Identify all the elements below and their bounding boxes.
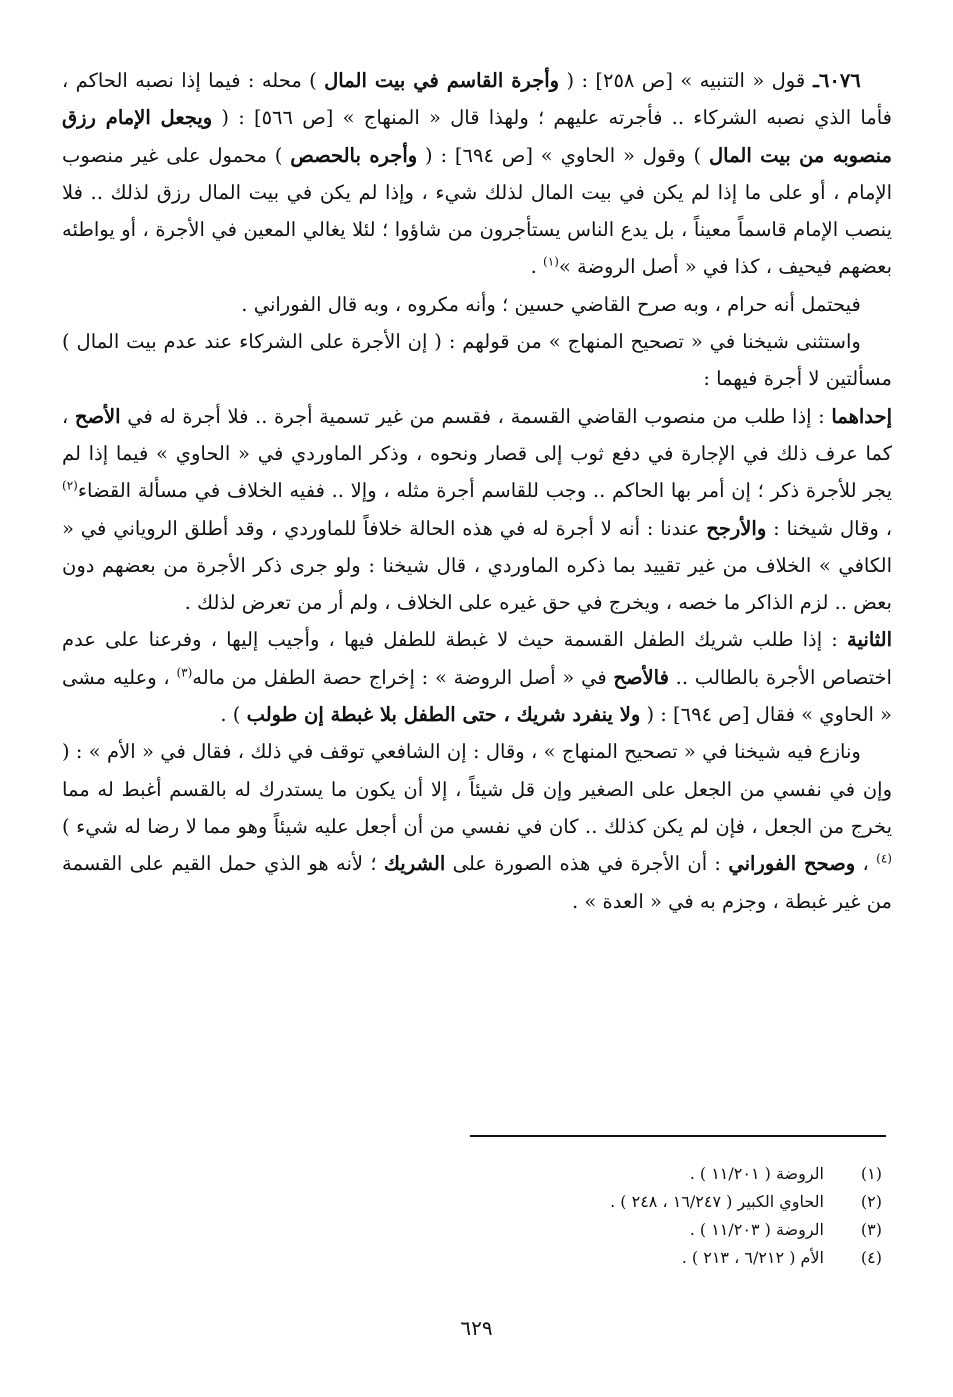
footnote (62, 1160, 892, 1188)
text-segment: ونازع فيه شيخنا في « تصحيح المنهاج » ، وقال : إن الشافعي توقف في ذلك ، فقال في « الأم » : ( وإن في نفسي من الجعل على الصغير وإن قل شيئاً ، إلا أن يكون ما يستدرك له بالقسم أغبط له مما يخرج من الجعل ، فإن لم يكن كذلك .. كان في نفسي من أن أجعل عليه شيئاً وهو مما لا رضا له شيء ) (62, 740, 892, 838)
text-segment: ) . (220, 703, 247, 727)
text-segment: ؛ لأنه هو الذي حمل القيم على القسمة من غير غبطة ، وجزم به في « العدة » . (62, 852, 892, 913)
footnote-text: الروضة ( ١١/٢٠٣ ) . (689, 1220, 824, 1239)
footnote-text: الأم ( ٦/٢١٢ ، ٢١٣ ) . (681, 1248, 824, 1267)
text-segment: ) محله : فيما إذا نصبه الحاكم ، فأما الذي نصبه الشركاء .. فأجرته عليهم ؛ ولهذا قال « المنهاج » [ص ٥٦٦] : ( (62, 69, 892, 130)
paragraph (62, 62, 892, 286)
footnotes (62, 1160, 892, 1272)
bold-text: ولا ينفرد شريك ، حتى الطفل بلا غبطة إن طولب (246, 703, 641, 727)
main-text (62, 62, 892, 920)
footnote-marker: (٢) (62, 478, 78, 493)
bold-text: الثانية (847, 628, 892, 652)
text-segment: ، وقال شيخنا : (766, 516, 892, 540)
text-segment: فيحتمل أنه حرام ، وبه صرح القاضي حسين ؛ وأنه مكروه ، وبه قال الفوراني . (241, 292, 861, 316)
bold-text: إحداهما (831, 404, 892, 428)
footnote (62, 1244, 892, 1272)
footnote-number: (٣) (860, 1220, 882, 1239)
text-segment: ، وعليه مشى « الحاوي » فقال [ص ٦٩٤] : ( (62, 665, 892, 727)
paragraph (62, 733, 892, 919)
bold-text: الشريك (383, 852, 446, 876)
text-segment: ، كما عرف ذلك في الإجارة في دفع ثوب إلى قصار ونحوه ، وذكر الماوردي في « الحاوي » فيما إذا لم يجر للأجرة ذكر ؛ إن أمر بها الحاكم .. وجب للقاسم أجرة مثله ، وإلا .. ففيه الخلاف في مسألة القضاء (62, 404, 892, 503)
text-segment: : إذا طلب شريك الطفل القسمة حيث لا غبطة للطفل فيها ، وأجيب إليها ، وفرعنا على عدم اختصاص الأجرة بالطالب .. (62, 628, 892, 689)
footnote-number: (٤) (860, 1248, 882, 1267)
footnote-marker: (٣) (176, 665, 193, 680)
text-segment: ، (855, 852, 877, 876)
page-number: ٦٢٩ (460, 1316, 493, 1340)
text-segment: . (530, 255, 544, 279)
text-segment: قول « التنبيه » [ص ٢٥٨] : ( (559, 69, 806, 92)
bold-text: الأصح (74, 404, 121, 428)
text-segment: ) محمول على غير منصوب الإمام ، أو على ما إذا لم يكن في بيت المال لذلك شيء ، وإذا لم يكن في بيت المال رزق لذلك .. فلا ينصب الإمام قاسماً معيناً ، بل يدع الناس يستأجرون من شاؤوا ؛ لئلا يغالي المعين في الأجرة ، أو يواطئه بعضهم فيحيف ، كذا في « أصل الروضة » (62, 143, 892, 279)
bold-text: ويجعل الإمام رزق منصوبه من بيت المال (62, 106, 892, 167)
footnote (62, 1188, 892, 1216)
paragraph (62, 286, 892, 323)
bold-text: ٦٠٧٦ـ (805, 69, 861, 92)
footnote-marker: (٤) (876, 851, 892, 866)
bold-text: وصحح الفوراني (728, 852, 856, 876)
text-segment: عندنا : أنه لا أجرة له في هذه الحالة خلافاً للماوردي ، وقد أطلق الروياني في « الكافي » الخلاف من غير تقييد بما ذكره الماوردي ، قال شيخنا : ولو جرى ذكر الأجرة من بعضهم دون بعض .. لزم الذاكر ما خصه ، ويخرج في حق غيره على الخلاف ، ولم أر من تعرض لذلك . (62, 516, 892, 615)
text-segment: واستثنى شيخنا في « تصحيح المنهاج » من قولهم : ( إن الأجرة على الشركاء عند عدم بيت المال ) مسألتين لا أجرة فيهما : (62, 330, 892, 391)
paragraph (62, 398, 892, 622)
bold-text: والأرجح (706, 516, 767, 540)
paragraph (62, 621, 892, 733)
text-segment: : أن الأجرة في هذه الصورة على (445, 852, 729, 876)
footnote (62, 1216, 892, 1244)
footnote-number: (١) (860, 1164, 882, 1183)
text-segment: ) وقول « الحاوي » [ص ٦٩٤] : ( (417, 143, 710, 167)
paragraph (62, 323, 892, 398)
footnote-text: الروضة ( ١١/٢٠١ ) . (689, 1164, 824, 1183)
text-segment: : إذا طلب من منصوب القاضي القسمة ، فقسم من غير تسمية أجرة .. فلا أجرة له في (120, 404, 832, 428)
footnote-number: (٢) (860, 1192, 882, 1211)
bold-text: وأجره بالحصص (290, 143, 418, 167)
bold-text: وأجرة القاسم في بيت المال (324, 69, 560, 92)
footnote-separator (470, 1135, 886, 1137)
footnote-text: الحاوي الكبير ( ١٦/٢٤٧ ، ٢٤٨ ) . (610, 1192, 824, 1211)
bold-text: فالأصح (613, 665, 669, 689)
footnote-marker: (١) (543, 254, 559, 269)
text-segment: في « أصل الروضة » : إخراج حصة الطفل من ماله (192, 665, 614, 689)
